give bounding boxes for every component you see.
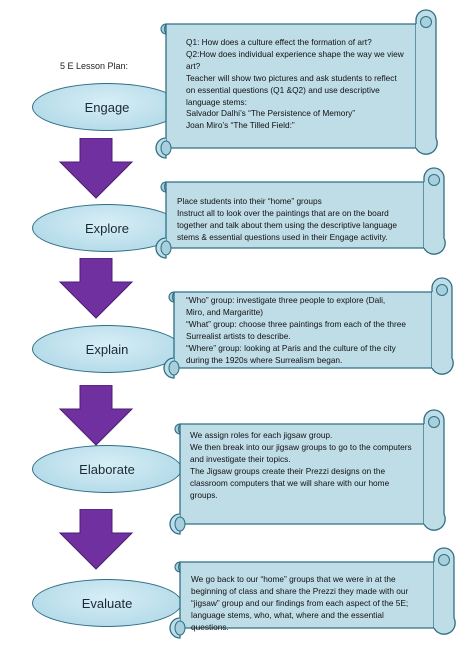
explain-description — [186, 295, 406, 366]
down-arrow-icon — [58, 138, 134, 200]
scroll-knob — [429, 175, 440, 186]
text-line: Instruct all to look over the paintings that are on the board — [177, 207, 389, 218]
stage-elaborate-oval — [32, 445, 182, 493]
text-line: questions. — [191, 621, 229, 632]
text-line: We assign roles for each jigsaw group. — [190, 430, 333, 440]
text-line: Surrealist artists to describe. — [186, 330, 291, 341]
text-line: classroom computers that we will share with our home — [190, 477, 390, 488]
text-line: Q2:How does individual experience shape the way we view — [186, 48, 404, 59]
text-line: together and talk about them using the descriptive language — [177, 219, 398, 230]
text-line: Teacher will show two pictures and ask students to reflect — [186, 72, 397, 83]
scroll-bottom-knob — [161, 141, 171, 155]
scroll-left-curl — [175, 424, 180, 434]
scroll-knob — [429, 417, 440, 428]
scroll-knob — [439, 555, 450, 566]
scroll-top-curl — [424, 410, 445, 530]
text-line: We go back to our “home” groups that we were in at the — [191, 574, 396, 584]
evaluate-description — [191, 574, 408, 634]
scroll-bottom-knob — [175, 517, 185, 531]
stage-label: Elaborate — [79, 461, 135, 477]
text-line: “What” group: choose three paintings from each of the three — [186, 318, 406, 329]
scroll-left-curl — [161, 24, 166, 34]
stage-label: Explore — [84, 220, 130, 236]
elaborate-description — [190, 430, 412, 501]
stage-evaluate-oval — [32, 579, 182, 627]
text-line: We then break into our jigsaw groups to go to the computers — [190, 441, 412, 452]
text-line: Place students into their “home” groups — [177, 196, 322, 206]
stage-explain-oval — [32, 325, 182, 373]
text-line: “jigsaw” group and our findings from each aspect of the 5E; — [191, 597, 409, 608]
text-line: “Who” group: investigate three people to explore (Dali, — [186, 295, 386, 305]
engage-description — [186, 37, 404, 132]
text-line: language stems: — [186, 96, 247, 107]
text-line: language stems, who, what, where and the essential — [191, 609, 384, 620]
text-line: The Jigsaw groups create their Prezzi designs on the — [190, 465, 386, 476]
down-arrow-icon — [58, 258, 134, 320]
text-line: Miro, and Margaritte) — [186, 306, 264, 317]
text-line: beginning of class and share the Prezzi they made with our — [191, 585, 409, 596]
scroll-bottom-knob — [175, 621, 185, 635]
scroll-top-curl — [416, 10, 437, 154]
scroll-left-curl — [169, 292, 174, 302]
scroll-knob — [437, 285, 448, 296]
down-arrow-icon — [58, 385, 134, 447]
lesson-plan-title: 5 E Lesson Plan: — [60, 61, 129, 71]
scroll-bottom-knob — [169, 361, 179, 375]
stage-label: Explain — [85, 341, 129, 357]
scroll-bottom-knob — [161, 241, 171, 255]
stage-label: Evaluate — [81, 595, 133, 611]
stage-label: Engage — [84, 99, 130, 115]
text-line: during the 1920s where Surrealism began. — [186, 354, 343, 365]
scroll-left-curl — [161, 182, 166, 192]
text-line: Joan Miro’s “The Tilled Field:” — [186, 120, 295, 131]
text-line: Salvador Dalhi’s “The Persistence of Memory” — [186, 108, 356, 119]
text-line: Q1: How does a culture effect the formation of art? — [186, 37, 372, 47]
explore-description — [177, 196, 397, 244]
text-line: art? — [186, 60, 201, 71]
down-arrow-icon — [58, 509, 134, 571]
scroll-left-curl — [175, 562, 180, 572]
text-line: groups. — [190, 489, 218, 500]
text-line: “Where” group: looking at Paris and the culture of the city — [186, 342, 396, 353]
scroll-knob — [421, 17, 432, 28]
text-line: and investigate their topics. — [190, 453, 291, 464]
text-line: stems & essential questions used in their Engage activity. — [177, 231, 388, 242]
text-line: on essential questions (Q1 &Q2) and use descriptive — [186, 84, 380, 95]
